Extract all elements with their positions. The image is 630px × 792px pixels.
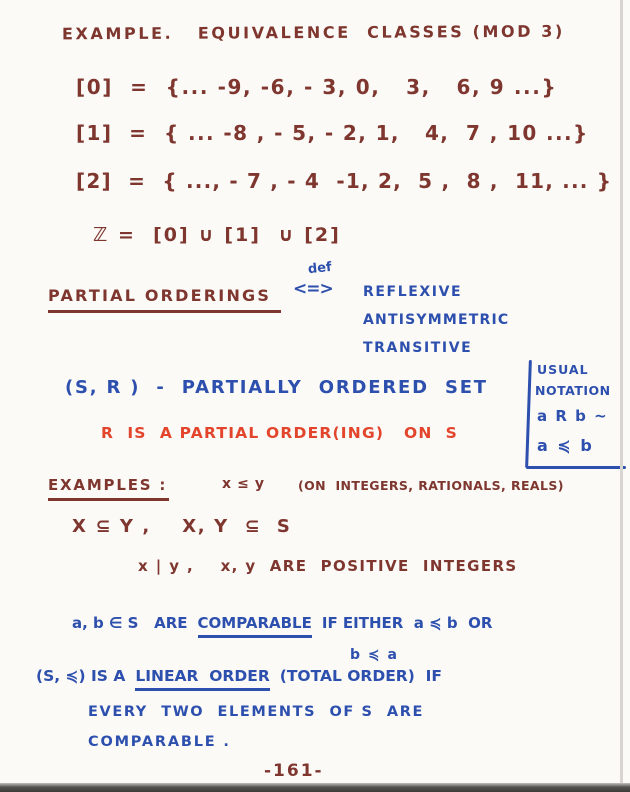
linear-order-condition-line: EVERY TWO ELEMENTS OF S ARE <box>88 704 424 720</box>
equivalence-class-1: [1] = { ... -8 , - 5, - 2, 1, 4, 7 , 10 ...} <box>76 121 589 145</box>
example-relation-leq: x ≤ y <box>222 476 265 492</box>
example-relation-subset: X ⊆ Y , X, Y ⊆ S <box>72 516 292 537</box>
comparable-word: COMPARABLE <box>198 615 312 638</box>
partial-order-line: R IS A PARTIAL ORDER(ING) ON S <box>101 424 459 442</box>
example-relation-divides: x | y , x, y ARE POSITIVE INTEGERS <box>138 557 518 575</box>
comparable-line-end: IF EITHER a ≼ b OR <box>321 614 493 632</box>
b-precedes-a-annotation: b ≼ a <box>350 647 399 663</box>
linear-order-line-end: (TOTAL ORDER) IF <box>279 667 442 685</box>
notation-bracket-line <box>525 360 532 468</box>
linear-order-definition-line <box>36 668 442 691</box>
page-title: EXAMPLE. EQUIVALENCE CLASSES (MOD 3) <box>61 21 565 44</box>
page-number: -161- <box>264 761 324 781</box>
usual-notation-line-3: a R b ~ <box>537 407 609 425</box>
poset-definition-line: (S, R ) - PARTIALLY ORDERED SET <box>65 377 488 398</box>
usual-notation-line-1: USUAL <box>537 362 589 377</box>
equivalence-class-2: [2] = { ..., - 7 , - 4 -1, 2, 5 , 8 , 11, ... } <box>76 169 613 193</box>
examples-heading: EXAMPLES : <box>48 477 169 501</box>
usual-notation-line-2: NOTATION <box>535 383 611 398</box>
notation-underline <box>526 466 626 469</box>
comparable-line-start: a, b ∈ S ARE <box>72 614 188 632</box>
linear-order-word: LINEAR ORDER <box>135 668 269 691</box>
partial-orderings-heading: PARTIAL ORDERINGS <box>48 287 281 313</box>
comparable-definition-line <box>72 615 492 638</box>
property-transitive: TRANSITIVE <box>363 340 473 356</box>
property-antisymmetric: ANTISYMMETRIC <box>363 312 510 328</box>
usual-notation-line-4: a ≼ b <box>537 436 594 455</box>
integers-union-line: ℤ = [0] ∪ [1] ∪ [2] <box>93 224 341 246</box>
def-label: def <box>307 259 333 278</box>
equivalence-class-0: [0] = {... -9, -6, - 3, 0, 3, 6, 9 ...} <box>76 75 558 99</box>
scan-right-edge <box>620 0 623 792</box>
linear-order-line-start: (S, ≼) IS A <box>36 667 126 685</box>
property-reflexive: REFLEXIVE <box>363 284 463 300</box>
scan-bottom-edge <box>0 783 630 792</box>
example-relation-leq-note: (ON INTEGERS, RATIONALS, REALS) <box>298 478 564 493</box>
iff-arrow-symbol: <=> <box>293 279 333 299</box>
linear-order-condition-end: COMPARABLE . <box>88 734 231 750</box>
